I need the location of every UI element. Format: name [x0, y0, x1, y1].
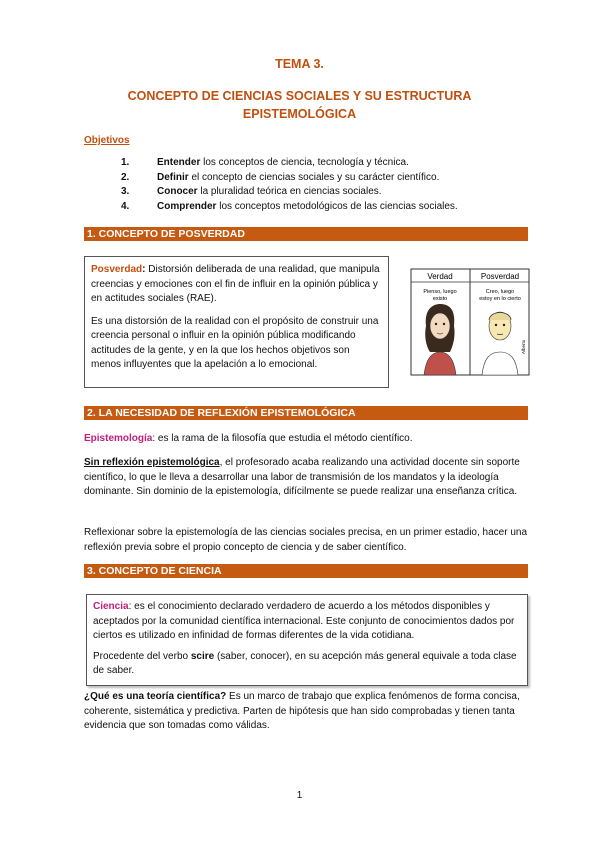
- section-heading-1: 1. CONCEPTO DE POSVERDAD: [84, 227, 528, 241]
- posverdad-definition-box: [84, 256, 389, 388]
- verdad-posverdad-cartoon: [410, 268, 530, 376]
- section-heading-2: 2. LA NECESIDAD DE REFLEXIÓN EPISTEMOLÓGICA: [84, 406, 528, 420]
- epistemologia-definition: Epistemología: es la rama de la filosofía que estudia el método científico.: [84, 433, 413, 444]
- cartoon-signature: Alberto: [521, 339, 526, 354]
- page-title: [0, 87, 599, 123]
- section-heading-3: 3. CONCEPTO DE CIENCIA: [84, 564, 528, 578]
- title-line-2: EPISTEMOLÓGICA: [242, 107, 357, 121]
- left-bubble-line-2: existo: [432, 296, 448, 302]
- cartoon-left-title: Verdad: [427, 272, 453, 281]
- item-number: 1.: [121, 157, 130, 168]
- ciencia-etymology: Procedente del verbo scire (saber, conocer), en su acepción más general equivale a toda clase de saber.: [93, 650, 517, 676]
- right-bubble-line-1: Creo, luego: [485, 289, 515, 295]
- list-item: [121, 156, 458, 171]
- objetivos-label: Objetivos: [84, 135, 130, 146]
- right-bubble-line-2: estoy en lo cierto: [479, 296, 521, 302]
- posverdad-paragraph: Es una distorsión de la realidad con el propósito de construir una creencia personal o influir en la opinión pública modificando actitudes de la gente, y en la que los hechos objetivos son menos influyentes que la apelación a lo emocional.: [91, 315, 379, 370]
- posverdad-definition: Posverdad: Distorsión deliberada de una realidad, que manipula creencias y emociones con el fin de influir en la opinión pública y en actitudes sociales (RAE).: [91, 264, 380, 304]
- teoria-cientifica-paragraph: ¿Qué es una teoría científica? Es un marco de trabajo que explica fenómenos de forma concisa, coherente, sistemática y predictiva. Parten de hipótesis que han sido comprobadas y tienen tanta evidencia que son tomadas como válidas.: [84, 691, 520, 731]
- list-item: [121, 171, 458, 186]
- list-item: [121, 185, 458, 200]
- cartoon-right-title: Posverdad: [480, 272, 520, 281]
- ciencia-definition: Ciencia: es el conocimiento declarado verdadero de acuerdo a los métodos disponibles y aceptados por la comunidad científica internacional. Este conjunto de conocimientos dados por ciertos es utilizado en infinidad de formas diferentes de la vida cotidiana.: [93, 601, 515, 641]
- item-text: Entender los conceptos de ciencia, tecnología y técnica.: [157, 157, 409, 168]
- item-number: 4.: [121, 200, 130, 212]
- item-number: 3.: [121, 186, 130, 197]
- title-line-1: CONCEPTO DE CIENCIAS SOCIALES Y SU ESTRUCTURA: [127, 89, 472, 103]
- left-bubble-line-1: Pienso, luego: [423, 289, 457, 295]
- item-number: 2.: [121, 171, 130, 183]
- objetivos-list: [121, 156, 458, 214]
- tema-heading: TEMA 3.: [275, 57, 324, 71]
- item-text: Definir el concepto de ciencias sociales y su carácter científico.: [157, 171, 440, 183]
- page-number: 1: [296, 790, 303, 801]
- left-figure-illustration: [424, 304, 456, 375]
- epistemologia-paragraph-3: Reflexionar sobre la epistemología de las ciencias sociales precisa, en un primer estadio, hacer una reflexión previa sobre el propio concepto de ciencia y de saber científico.: [84, 527, 528, 553]
- epistemologia-paragraph-2: Sin reflexión epistemológica, el profesorado acaba realizando una actividad docente sin soporte científico, lo que le lleva a desarrollar una labor de transmisión de los mandatos y la ideología dominante. Sin dominio de la epistemología, difícilmente se puede realizar una enseñanza crítica.: [84, 457, 520, 497]
- item-text: Comprender los conceptos metodológicos de las ciencias sociales.: [157, 200, 458, 212]
- item-text: Conocer la pluralidad teórica en ciencias sociales.: [157, 186, 382, 197]
- list-item: [121, 200, 458, 215]
- ciencia-definition-box: [86, 594, 528, 686]
